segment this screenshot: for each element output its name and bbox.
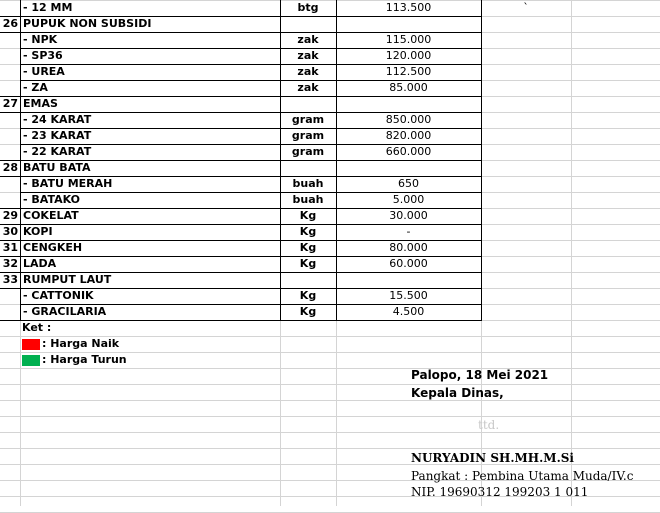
item-note[interactable] — [481, 224, 571, 240]
table-row — [0, 112, 660, 128]
item-number[interactable]: 27 — [2, 97, 18, 110]
item-name[interactable]: EMAS — [23, 97, 58, 110]
table-row — [0, 64, 660, 80]
signature-nip: NIP. 19690312 199203 1 011 — [411, 485, 589, 499]
item-number[interactable] — [0, 304, 20, 320]
table-row — [0, 80, 660, 96]
item-note[interactable] — [481, 208, 571, 224]
item-note[interactable] — [481, 64, 571, 80]
item-name[interactable]: - NPK — [23, 33, 58, 46]
item-number[interactable]: 28 — [2, 161, 18, 174]
grid-line — [0, 368, 660, 369]
item-unit[interactable] — [280, 16, 336, 32]
item-note[interactable] — [481, 288, 571, 304]
item-unit[interactable] — [280, 272, 336, 288]
item-unit[interactable]: zak — [297, 49, 319, 62]
item-number[interactable]: 32 — [2, 257, 18, 270]
item-note[interactable] — [481, 32, 571, 48]
item-number[interactable] — [0, 80, 20, 96]
item-name[interactable]: - UREA — [23, 65, 65, 78]
table-row — [0, 192, 660, 208]
item-name[interactable]: KOPI — [23, 225, 53, 238]
item-unit[interactable]: gram — [291, 113, 325, 126]
grid-line — [0, 400, 660, 401]
grid-line — [0, 448, 660, 449]
item-price[interactable] — [336, 16, 481, 32]
item-price[interactable]: 4.500 — [392, 305, 425, 318]
item-price[interactable]: 660.000 — [385, 145, 432, 158]
item-number[interactable] — [0, 144, 20, 160]
item-note[interactable] — [481, 256, 571, 272]
item-number[interactable] — [0, 288, 20, 304]
grid-line — [0, 432, 660, 433]
signature-rank: Pangkat : Pembina Utama Muda/IV.c — [411, 469, 634, 483]
item-note[interactable] — [481, 240, 571, 256]
item-unit[interactable]: buah — [292, 193, 324, 206]
item-price[interactable]: 120.000 — [385, 49, 432, 62]
table-row-border — [0, 320, 481, 321]
item-unit[interactable]: buah — [292, 177, 324, 190]
item-name[interactable]: - 22 KARAT — [23, 145, 92, 158]
table-row — [0, 208, 660, 224]
item-price[interactable]: 115.000 — [385, 33, 432, 46]
grid-line — [0, 384, 660, 385]
item-name[interactable]: - 24 KARAT — [23, 113, 92, 126]
item-note[interactable]: ` — [523, 1, 529, 14]
item-price[interactable]: 60.000 — [389, 257, 428, 270]
grid-line — [0, 416, 660, 417]
legend-down-label: : Harga Turun — [42, 353, 127, 366]
item-unit[interactable]: Kg — [299, 225, 317, 238]
table-row — [0, 48, 660, 64]
table-row — [0, 16, 660, 32]
item-note[interactable] — [481, 272, 571, 288]
item-price[interactable] — [336, 96, 481, 112]
item-note[interactable] — [481, 80, 571, 96]
item-price[interactable]: 85.000 — [389, 81, 428, 94]
item-number[interactable] — [0, 64, 20, 80]
table-row — [0, 224, 660, 240]
item-number[interactable] — [0, 128, 20, 144]
item-number[interactable] — [0, 0, 20, 16]
item-unit[interactable]: btg — [297, 1, 319, 14]
table-row — [0, 144, 660, 160]
legend-price-up — [22, 336, 119, 352]
item-price[interactable]: 113.500 — [385, 1, 432, 14]
item-note[interactable] — [481, 96, 571, 112]
item-note[interactable] — [481, 144, 571, 160]
item-number[interactable]: 29 — [2, 209, 18, 222]
item-price[interactable]: 15.500 — [389, 289, 428, 302]
item-note[interactable] — [481, 16, 571, 32]
item-price[interactable] — [336, 272, 481, 288]
item-name[interactable]: - 12 MM — [23, 1, 73, 14]
table-row — [0, 176, 660, 192]
signature-place-date: Palopo, 18 Mei 2021 — [411, 368, 549, 382]
item-name[interactable]: - SP36 — [23, 49, 63, 62]
item-number[interactable] — [0, 176, 20, 192]
signature-position: Kepala Dinas, — [411, 386, 504, 400]
item-price[interactable]: 80.000 — [389, 241, 428, 254]
table-row — [0, 256, 660, 272]
item-price[interactable]: 5.000 — [392, 193, 425, 206]
table-row — [0, 32, 660, 48]
legend-price-down — [22, 352, 127, 368]
item-note[interactable] — [481, 128, 571, 144]
item-name[interactable]: COKELAT — [23, 209, 79, 222]
item-unit[interactable]: Kg — [299, 209, 317, 222]
item-note[interactable] — [481, 160, 571, 176]
legend-up-label: : Harga Naik — [42, 337, 120, 350]
table-row — [0, 0, 660, 16]
item-unit[interactable] — [280, 96, 336, 112]
item-price[interactable] — [336, 160, 481, 176]
item-name[interactable]: RUMPUT LAUT — [23, 273, 112, 286]
table-row — [0, 272, 660, 288]
legend-title: Ket : — [22, 321, 52, 334]
item-unit[interactable]: Kg — [299, 257, 317, 270]
item-unit[interactable]: Kg — [299, 241, 317, 254]
item-price[interactable]: 650 — [398, 177, 419, 190]
item-number[interactable] — [0, 48, 20, 64]
signature-ttd: ttd. — [478, 418, 500, 432]
item-number[interactable]: 30 — [2, 225, 18, 238]
item-note[interactable] — [481, 112, 571, 128]
table-row — [0, 304, 660, 320]
item-unit[interactable]: zak — [297, 81, 319, 94]
item-name[interactable]: BATU BATA — [23, 161, 91, 174]
item-price[interactable]: - — [406, 225, 411, 238]
item-note[interactable] — [481, 304, 571, 320]
table-row — [0, 96, 660, 112]
item-unit[interactable] — [280, 160, 336, 176]
table-row — [0, 160, 660, 176]
item-note[interactable] — [481, 192, 571, 208]
red-swatch-icon — [22, 339, 40, 350]
item-name[interactable]: CENGKEH — [23, 241, 83, 254]
item-price[interactable]: 820.000 — [385, 129, 432, 142]
item-name[interactable]: - BATU MERAH — [23, 177, 113, 190]
signature-name: NURYADIN SH.MH.M.Si — [411, 451, 574, 465]
item-name[interactable]: - GRACILARIA — [23, 305, 107, 318]
item-unit[interactable]: Kg — [299, 289, 317, 302]
table-row — [0, 128, 660, 144]
item-number[interactable]: 26 — [2, 17, 18, 30]
item-unit[interactable]: gram — [291, 129, 325, 142]
item-unit[interactable]: Kg — [299, 305, 317, 318]
item-note[interactable] — [481, 48, 571, 64]
item-name[interactable]: LADA — [23, 257, 57, 270]
item-unit[interactable]: zak — [297, 65, 319, 78]
table-row — [0, 240, 660, 256]
item-number[interactable] — [0, 192, 20, 208]
item-price[interactable]: 112.500 — [385, 65, 432, 78]
item-unit[interactable]: gram — [291, 145, 325, 158]
item-name[interactable]: - BATAKO — [23, 193, 80, 206]
item-number[interactable]: 31 — [2, 241, 18, 254]
item-unit[interactable]: zak — [297, 33, 319, 46]
item-name[interactable]: PUPUK NON SUBSIDI — [23, 17, 152, 30]
item-number[interactable]: 33 — [2, 273, 18, 286]
green-swatch-icon — [22, 355, 40, 366]
item-price[interactable]: 850.000 — [385, 113, 432, 126]
table-row — [0, 288, 660, 304]
item-number[interactable] — [0, 32, 20, 48]
item-price[interactable]: 30.000 — [389, 209, 428, 222]
item-number[interactable] — [0, 112, 20, 128]
item-name[interactable]: - CATTONIK — [23, 289, 94, 302]
item-note[interactable] — [481, 176, 571, 192]
item-name[interactable]: - 23 KARAT — [23, 129, 92, 142]
item-name[interactable]: - ZA — [23, 81, 48, 94]
